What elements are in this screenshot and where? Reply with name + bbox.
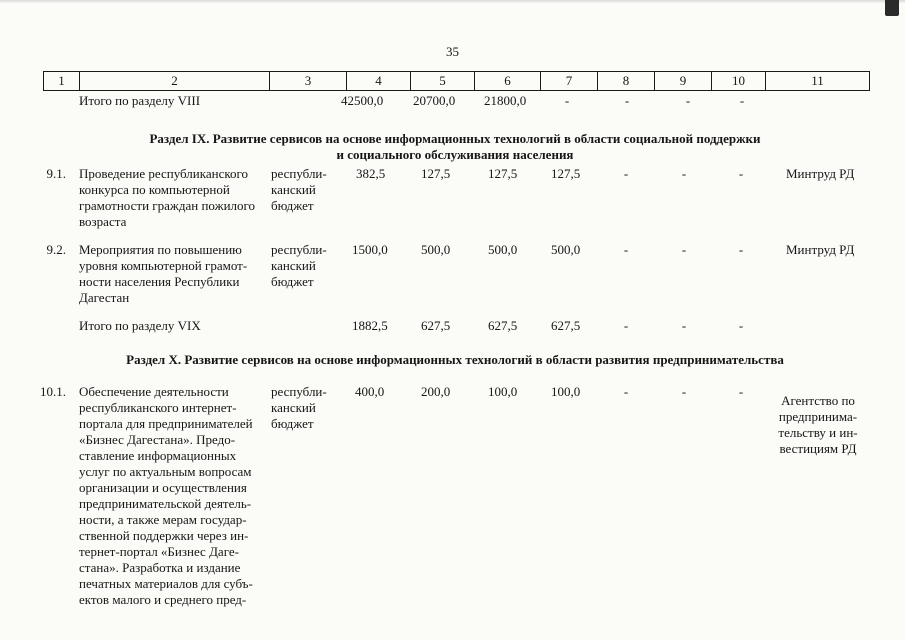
value-col5: 20700,0: [413, 93, 456, 108]
column-number: 3: [270, 72, 347, 91]
column-number: 8: [598, 72, 655, 91]
dash-col7: -: [564, 93, 570, 108]
dash-col10: -: [738, 318, 744, 333]
dash-col9: -: [681, 242, 687, 257]
value-col7: 627,5: [551, 318, 581, 333]
total-label: Итого по разделу VIX: [79, 318, 201, 333]
description-line: услуг по актуальным вопросам: [79, 464, 252, 479]
executor: [770, 393, 866, 457]
table-row-9-1: [0, 166, 905, 230]
value-col4: 1882,5: [352, 318, 388, 333]
executor-line: Агентство по: [781, 393, 855, 408]
description-line: организации и осуществления: [79, 480, 247, 495]
dash-col9: -: [681, 384, 687, 399]
dash-col8: -: [623, 242, 629, 257]
executor-line: тельству и ин-: [778, 425, 858, 440]
column-number: 1: [44, 72, 80, 91]
column-number: 2: [80, 72, 270, 91]
description-line: стана». Разработка и издание: [79, 560, 241, 575]
row-number: 9.1.: [46, 166, 66, 181]
value-col5: 500,0: [421, 242, 451, 257]
description-line: ственной поддержки через ин-: [79, 528, 249, 543]
value-col5: 627,5: [421, 318, 451, 333]
table-row-9-2: [0, 242, 905, 306]
source-line: канский: [271, 400, 316, 415]
scan-top-edge: [0, 0, 905, 3]
dash-col8: -: [624, 93, 630, 108]
row-number: 9.2.: [46, 242, 66, 257]
executor: Минтруд РД: [786, 166, 855, 181]
source-line: бюджет: [271, 198, 314, 213]
description-line: портала для предпринимателей: [79, 416, 253, 431]
value-col4: 1500,0: [352, 242, 388, 257]
dash-col9: -: [685, 93, 691, 108]
description-line: Мероприятия по повышению: [79, 242, 242, 257]
dash-col10: -: [738, 384, 744, 399]
column-number: 7: [541, 72, 598, 91]
description-line: ности населения Республики: [79, 274, 240, 289]
column-number: 5: [411, 72, 475, 91]
value-col7: 500,0: [551, 242, 581, 257]
description-line: печатных материалов для субъ-: [79, 576, 253, 591]
value-col7: 100,0: [551, 384, 581, 399]
value-col4: 400,0: [355, 384, 385, 399]
value-col4: 382,5: [356, 166, 386, 181]
description-line: тернет-портал «Бизнес Даге-: [79, 544, 239, 559]
executor-line: предпринима-: [778, 409, 858, 424]
description-line: конкурса по компьютерной: [79, 182, 230, 197]
description-line: уровня компьютерной грамот-: [79, 258, 248, 273]
value-col5: 200,0: [421, 384, 451, 399]
dash-col8: -: [623, 318, 629, 333]
description-line: предпринимательской деятель-: [79, 496, 252, 511]
dash-col9: -: [681, 166, 687, 181]
dash-col10: -: [739, 93, 745, 108]
dash-col10: -: [738, 166, 744, 181]
funding-source: [271, 242, 327, 290]
section-ix-title-line1: Раздел IX. Развитие сервисов на основе информационных технологий в области социальной поддержки: [149, 131, 761, 146]
page-number: 35: [446, 44, 459, 59]
executor: Минтруд РД: [786, 242, 855, 257]
section-x-title: Раздел X. Развитие сервисов на основе информационных технологий в области развития предпринимательства: [126, 352, 784, 367]
dash-col9: -: [681, 318, 687, 333]
description-line: возраста: [79, 214, 127, 229]
source-line: республи-: [271, 166, 327, 181]
scan-artifact: [885, 0, 899, 16]
value-col4: 42500,0: [341, 93, 384, 108]
value-col6: 500,0: [488, 242, 518, 257]
source-line: республи-: [271, 242, 327, 257]
column-number: 11: [766, 72, 870, 91]
description-line: грамотности граждан пожилого: [79, 198, 256, 213]
description-line: Дагестан: [79, 290, 130, 305]
section-ix-title-line2: и социального обслуживания населения: [336, 147, 574, 162]
column-number: 9: [655, 72, 712, 91]
value-col7: 127,5: [551, 166, 581, 181]
column-number: 10: [712, 72, 766, 91]
source-line: канский: [271, 258, 316, 273]
funding-source: [271, 384, 327, 432]
row-description: [79, 384, 265, 608]
row-description: [79, 242, 247, 306]
column-number: 4: [347, 72, 411, 91]
value-col5: 127,5: [421, 166, 451, 181]
description-line: ектов малого и среднего пред-: [79, 592, 247, 607]
executor-line: вестициям РД: [779, 441, 857, 456]
row-description: [79, 166, 255, 230]
funding-source: [271, 166, 327, 214]
dash-col8: -: [623, 166, 629, 181]
value-col6: 21800,0: [484, 93, 527, 108]
value-col6: 100,0: [488, 384, 518, 399]
value-col6: 627,5: [488, 318, 518, 333]
description-line: «Бизнес Дагестана». Предо-: [79, 432, 236, 447]
row-number: 10.1.: [40, 384, 66, 399]
source-line: республи-: [271, 384, 327, 399]
column-number-header: [43, 71, 870, 91]
column-number: 6: [475, 72, 541, 91]
dash-col8: -: [623, 384, 629, 399]
value-col6: 127,5: [488, 166, 518, 181]
description-line: Проведение республиканского: [79, 166, 249, 181]
total-label: Итого по разделу VIII: [79, 93, 201, 108]
total-row-section-viii: [0, 93, 905, 109]
source-line: канский: [271, 182, 316, 197]
dash-col10: -: [738, 242, 744, 257]
description-line: Обеспечение деятельности: [79, 384, 229, 399]
description-line: ности, а также мерам государ-: [79, 512, 247, 527]
source-line: бюджет: [271, 416, 314, 431]
source-line: бюджет: [271, 274, 314, 289]
description-line: ставление информационных: [79, 448, 237, 463]
table-row-10-1: [0, 384, 905, 614]
description-line: республиканского интернет-: [79, 400, 237, 415]
total-row-section-ix: [0, 318, 905, 334]
